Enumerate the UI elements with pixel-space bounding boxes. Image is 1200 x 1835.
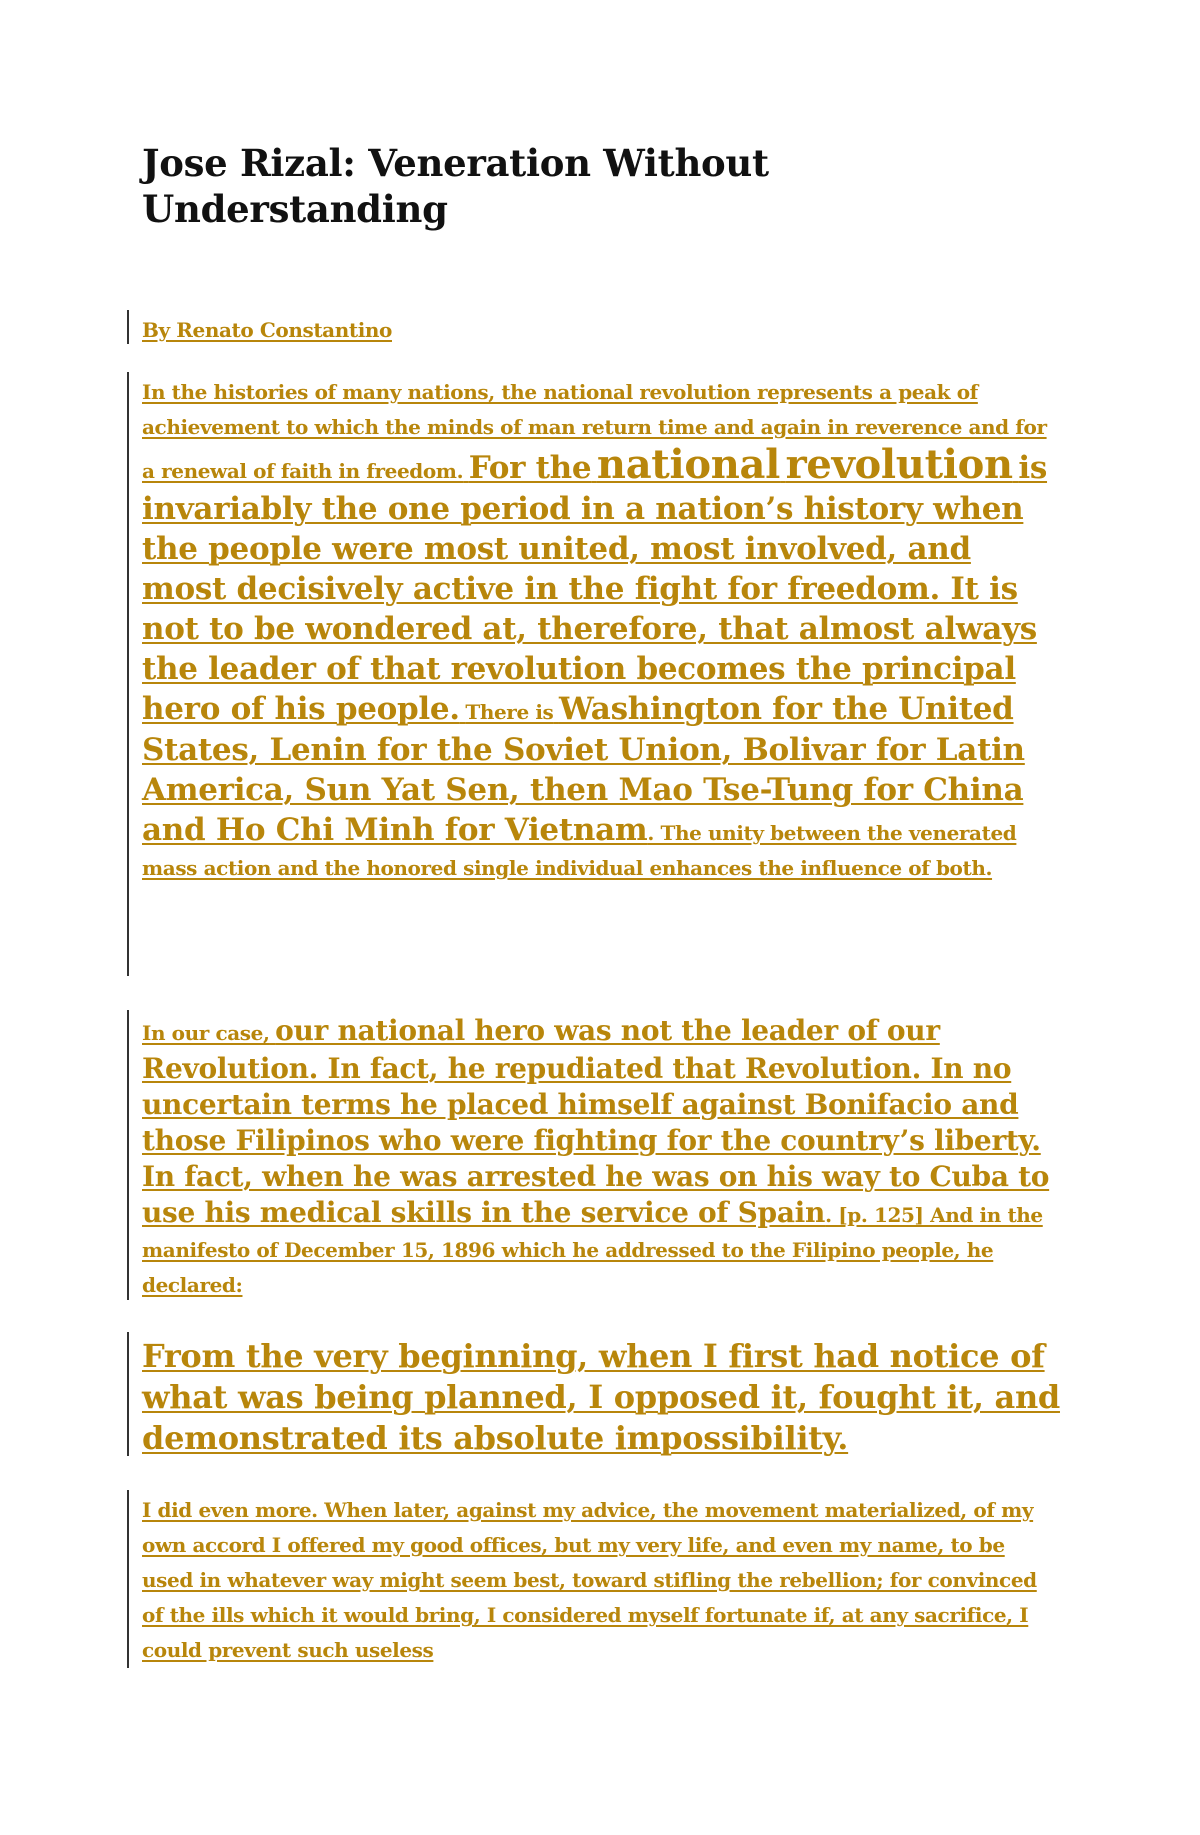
paragraph-1-there-is: There is [465,700,554,724]
revision-bar-byline [127,310,129,344]
paragraph-3-text: I did even more. When later, against my advice, the movement materialized, of my own accord I offered my good offices, but my very life, and even my name, to be used in whatever way might seem best, toward stifling the rebellion; for convinced of the ills which it would bring, I considered myself fortunate if, at any sacrifice, I could prevent such useless [142,1498,1037,1662]
revision-bar-para1 [127,372,129,976]
paragraph-1-emphasis-revolution: revolution [785,441,1013,488]
revision-bar-para2 [127,1010,129,1300]
manifesto-quote-text: From the very beginning, when I first had notice of what was being planned, I opposed it, fought it, and demonstrated its absolute impossibility. [142,1337,1060,1457]
byline[interactable] [142,313,1062,348]
manifesto-quote[interactable] [142,1336,1062,1459]
revision-bar-quote [127,1332,129,1456]
paragraph-1[interactable] [142,375,1062,886]
paragraph-2[interactable] [142,1013,1062,1303]
paragraph-1-emphasis-national: national [596,441,781,488]
paragraph-1-emphasis-b: is invariably the one period in a nation’s history when the people were most united, most involved, and most decisively active in the fight for freedom. It is not to be wondered at, therefore, that almost always the leader of that revolution becomes the principal hero of his people. [142,450,1048,727]
paragraph-1-heroes-list: Washington for the United States, Lenin for the Soviet Union, Bolivar for Latin America, Sun Yat Sen, then Mao Tse-Tung for China and Ho Chi Minh for Vietnam [142,691,1025,848]
paragraph-3[interactable] [142,1493,1062,1668]
paragraph-1-intro: In the histories of many nations, the national revolution represents a peak of achievement to which the minds of man return time and again in reverence and for a renewal of faith in freedom. [142,380,1047,483]
paragraph-2-closing: . [p. 125] And in the manifesto of December 15, 1896 which he addressed to the Filipino people, he declared: [142,1203,1043,1297]
paragraph-2-emphasis: our national hero was not the leader of our Revolution. In fact, he repudiated that Revolution. In no uncertain terms he placed himself against Bonifacio and those Filipinos who were fighting for the country’s liberty. In fact, when he was arrested he was on his way to Cuba to use his medical skills in the service of Spain [142,1014,1050,1229]
paragraph-1-closing: . The unity between the venerated mass action and the honored single individual enhances the influence of both. [142,821,1017,880]
paragraph-2-intro: In our case, [142,1021,270,1045]
revision-bar-para3 [127,1490,129,1668]
document-title: Jose Rizal: Veneration Without Understanding [142,141,769,231]
byline-text: By Renato Constantino [142,318,392,342]
paragraph-1-emphasis-a: For the [468,450,592,486]
